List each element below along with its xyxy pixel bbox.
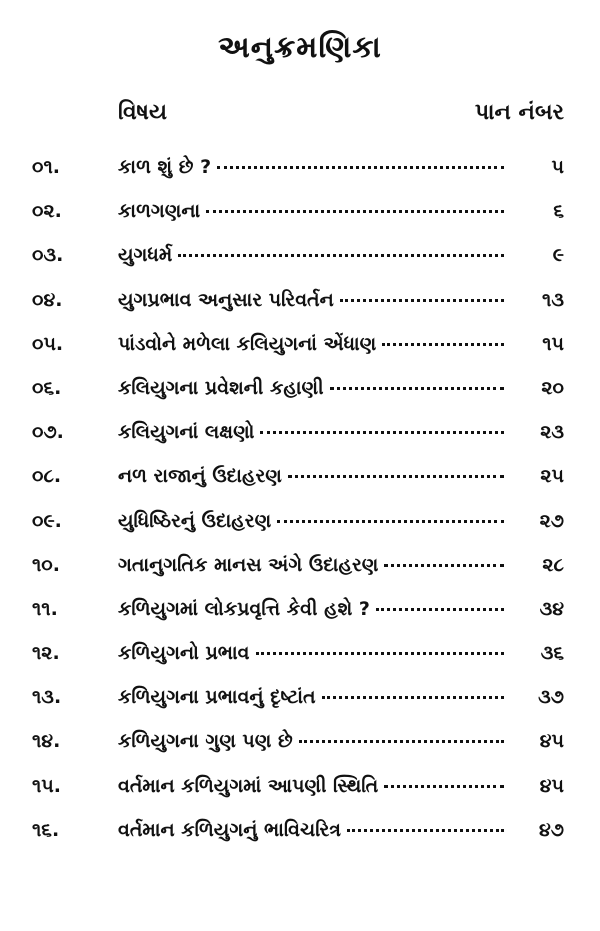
entry-number: ૦૭. [32, 421, 64, 444]
entry-page-number: ૨૮ [542, 553, 564, 576]
entry-number: ૦૧. [32, 156, 60, 178]
entry-number: ૦૩. [32, 244, 64, 267]
dot-leader [376, 608, 504, 611]
entry-page-number: ૫ [551, 156, 564, 178]
subject-column-header: વિષય [118, 100, 167, 125]
entry-page-number: ૨૭ [539, 509, 564, 532]
entry-title: કલિયુગનાં લક્ષણો [118, 421, 255, 444]
entry-number: ૧૫. [32, 774, 62, 797]
toc-entry [0, 680, 600, 724]
entry-page-number: ૩૬ [540, 642, 564, 665]
table-of-contents [0, 150, 600, 857]
toc-entry [0, 194, 600, 238]
entry-title: કળિયુગના પ્રભાવનું દૃષ્ટાંત [118, 686, 316, 709]
entry-page-number: ૪૫ [539, 774, 564, 797]
entry-page-number: ૩૭ [538, 686, 564, 709]
entry-title: યુગપ્રભાવ અનુસાર પરિવર્તન [118, 288, 334, 311]
dot-leader [260, 431, 504, 434]
entry-number: ૦૫. [32, 332, 64, 355]
page-title: અનુક્રમણિકા [218, 30, 382, 65]
entry-page-number: ૬ [553, 200, 564, 223]
dot-leader [299, 740, 504, 743]
entry-number: ૧૩. [32, 686, 62, 709]
dot-leader [330, 387, 504, 390]
toc-entry [0, 150, 600, 194]
dot-leader [256, 652, 504, 655]
dot-leader [178, 254, 504, 257]
entry-number: ૦૯. [32, 509, 62, 532]
toc-entry [0, 813, 600, 857]
entry-number: ૦૪. [32, 288, 63, 311]
entry-page-number: ૩૪ [539, 597, 564, 620]
entry-title: કળિયુગના ગુણ પણ છે [118, 730, 293, 753]
entry-title: કલિયુગના પ્રવેશની કહાણી [118, 376, 324, 399]
entry-title: યુધિષ્ઠિરનું ઉદાહરણ [118, 509, 272, 532]
entry-number: ૦૬. [32, 376, 62, 399]
toc-entry [0, 238, 600, 282]
toc-entry [0, 459, 600, 503]
entry-page-number: ૧૩ [542, 288, 564, 311]
entry-number: ૧૧. [32, 597, 58, 620]
entry-page-number: ૯ [552, 244, 564, 267]
entry-title: કળિયુગનો પ્રભાવ [118, 642, 250, 665]
dot-leader [382, 343, 504, 346]
page-number-column-header: પાન નંબર [474, 100, 564, 125]
toc-entry [0, 636, 600, 680]
dot-leader [217, 166, 504, 169]
toc-entry [0, 769, 600, 813]
entry-title: ગતાનુગતિક માનસ અંગે ઉદાહરણ [118, 553, 379, 576]
toc-entry [0, 504, 600, 548]
toc-entry [0, 548, 600, 592]
entry-page-number: ૪૫ [539, 730, 564, 753]
entry-title: યુગધર્મ [118, 244, 173, 267]
entry-page-number: ૨૦ [541, 376, 564, 399]
entry-number: ૦૨. [32, 200, 62, 223]
entry-number: ૧૨. [32, 642, 60, 665]
toc-entry [0, 327, 600, 371]
dot-leader [206, 210, 504, 213]
dot-leader [384, 564, 504, 567]
entry-title: વર્તમાન કળિયુગનું ભાવિચરિત્ર [118, 818, 341, 841]
toc-entry [0, 724, 600, 768]
toc-entry [0, 283, 600, 327]
entry-title: કળિયુગમાં લોકપ્રવૃત્તિ કેવી હશે ? [118, 597, 370, 620]
dot-leader [322, 696, 504, 699]
entry-number: ૦૮. [32, 465, 62, 488]
entry-title: વર્તમાન કળિયુગમાં આપણી સ્થિતિ [118, 774, 379, 797]
entry-title: કાળગણના [118, 200, 201, 223]
dot-leader [277, 520, 504, 523]
dot-leader [288, 475, 504, 478]
entry-number: ૧૬. [32, 818, 60, 841]
toc-entry [0, 592, 600, 636]
entry-title: નળ રાજાનું ઉદાહરણ [118, 465, 282, 488]
toc-entry [0, 371, 600, 415]
entry-title: કાળ શું છે ? [118, 156, 212, 178]
entry-page-number: ૪૭ [539, 818, 564, 841]
entry-title: પાંડવોને મળેલા કલિયુગનાં એંધાણ [118, 332, 377, 355]
dot-leader [347, 829, 504, 832]
dot-leader [340, 299, 504, 302]
entry-page-number: ૨૫ [540, 465, 564, 488]
toc-entry [0, 415, 600, 459]
entry-number: ૧૪. [32, 730, 61, 753]
dot-leader [384, 785, 504, 788]
entry-page-number: ૨૩ [540, 421, 564, 444]
entry-number: ૧૦. [32, 553, 60, 576]
entry-page-number: ૧૫ [542, 332, 564, 355]
